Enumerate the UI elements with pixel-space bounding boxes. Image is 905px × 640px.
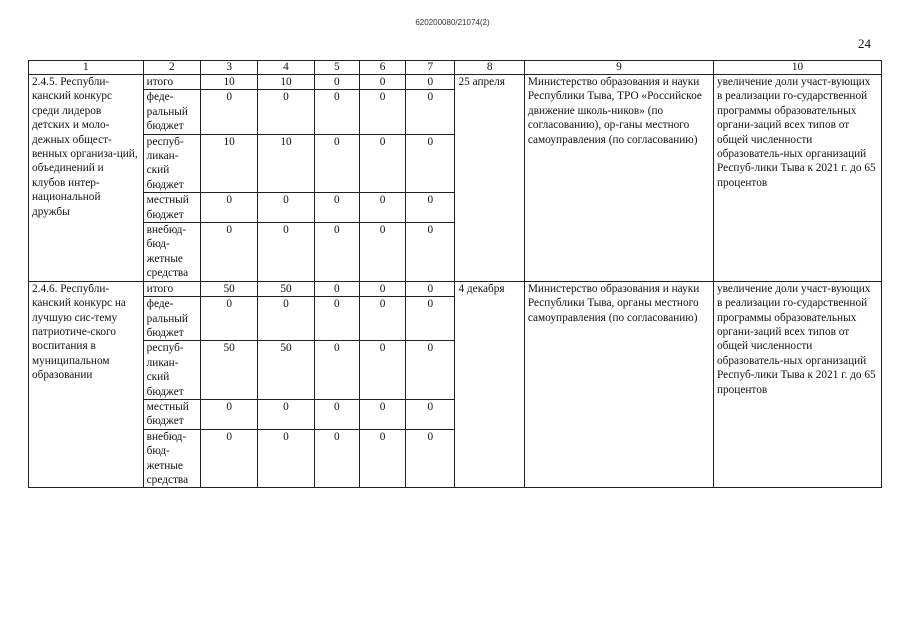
table-row — [29, 75, 882, 90]
event-name-cell: 2.4.6. Республи-канский конкурс на лучшую сис-тему патриотиче-ского воспитания в муниципальном образовании — [29, 281, 144, 488]
amount-cell: 10 — [258, 75, 314, 90]
amount-cell: 0 — [314, 134, 359, 193]
funding-source-cell: итого — [143, 75, 200, 90]
amount-cell: 0 — [406, 75, 455, 90]
amount-cell: 0 — [406, 223, 455, 282]
deadline-cell: 4 декабря — [455, 281, 524, 488]
funding-source-cell: местный бюджет — [143, 193, 200, 223]
amount-cell: 0 — [406, 281, 455, 296]
deadline-cell: 25 апреля — [455, 75, 524, 282]
amount-cell: 0 — [201, 399, 258, 429]
amount-cell: 0 — [406, 90, 455, 134]
amount-cell: 0 — [406, 399, 455, 429]
page-number: 24 — [858, 36, 871, 51]
amount-cell: 0 — [314, 281, 359, 296]
amount-cell: 0 — [314, 399, 359, 429]
header-row — [29, 61, 882, 75]
amount-cell: 0 — [359, 297, 405, 341]
header-cell: 1 — [29, 61, 144, 75]
amount-cell: 0 — [258, 429, 314, 488]
amount-cell: 0 — [258, 297, 314, 341]
header-cell: 4 — [258, 61, 314, 75]
amount-cell: 0 — [359, 429, 405, 488]
amount-cell: 0 — [314, 223, 359, 282]
result-cell: увеличение доли участ-вующих в реализации го-сударственной программы образовательных органи-заций всех типов от общей численности образователь-ных организаций Респуб-лики Тыва к 2021 г. до 65 процентов — [713, 75, 881, 282]
amount-cell: 0 — [314, 297, 359, 341]
result-cell: увеличение доли участ-вующих в реализации го-сударственной программы образовательных органи-заций всех типов от общей численности образователь-ных организаций Респуб-лики Тыва к 2021 г. до 65 процентов — [713, 281, 881, 488]
amount-cell: 0 — [406, 429, 455, 488]
funding-source-cell: местный бюджет — [143, 399, 200, 429]
amount-cell: 0 — [201, 193, 258, 223]
funding-source-cell: феде-ральный бюджет — [143, 297, 200, 341]
amount-cell: 50 — [258, 341, 314, 400]
funding-source-cell: внебюд-бюд-жетные средства — [143, 223, 200, 282]
amount-cell: 0 — [201, 297, 258, 341]
program-table — [28, 60, 882, 488]
funding-source-cell: итого — [143, 281, 200, 296]
amount-cell: 0 — [406, 193, 455, 223]
funding-source-cell: внебюд-бюд-жетные средства — [143, 429, 200, 488]
funding-source-cell: респуб-ликан-ский бюджет — [143, 134, 200, 193]
header-cell: 2 — [143, 61, 200, 75]
amount-cell: 0 — [314, 75, 359, 90]
funding-source-cell: феде-ральный бюджет — [143, 90, 200, 134]
amount-cell: 0 — [359, 281, 405, 296]
amount-cell: 0 — [201, 90, 258, 134]
amount-cell: 0 — [359, 75, 405, 90]
amount-cell: 0 — [406, 297, 455, 341]
table-row — [29, 281, 882, 296]
responsible-cell: Министерство образования и науки Республики Тыва, ТРО «Российское движение школь-ников» (по согласованию), ор-ганы местного самоуправления (по согласованию) — [524, 75, 713, 282]
amount-cell: 50 — [201, 281, 258, 296]
amount-cell: 0 — [359, 134, 405, 193]
header-cell: 9 — [524, 61, 713, 75]
header-cell: 3 — [201, 61, 258, 75]
event-name-cell: 2.4.5. Республи-канский конкурс среди лидеров детских и моло-дежных общест-венных организа-ций, объединений и клубов интер-национальной дружбы — [29, 75, 144, 282]
amount-cell: 0 — [406, 341, 455, 400]
responsible-cell: Министерство образования и науки Республики Тыва, органы местного самоуправления (по согласованию) — [524, 281, 713, 488]
amount-cell: 0 — [258, 193, 314, 223]
amount-cell: 10 — [201, 134, 258, 193]
funding-source-cell: респуб-ликан-ский бюджет — [143, 341, 200, 400]
amount-cell: 0 — [359, 341, 405, 400]
amount-cell: 0 — [314, 341, 359, 400]
header-cell: 10 — [713, 61, 881, 75]
amount-cell: 0 — [258, 399, 314, 429]
amount-cell: 0 — [258, 90, 314, 134]
amount-cell: 0 — [314, 429, 359, 488]
amount-cell: 0 — [258, 223, 314, 282]
amount-cell: 0 — [201, 223, 258, 282]
amount-cell: 10 — [258, 134, 314, 193]
amount-cell: 50 — [258, 281, 314, 296]
amount-cell: 0 — [359, 90, 405, 134]
header-cell: 5 — [314, 61, 359, 75]
amount-cell: 10 — [201, 75, 258, 90]
amount-cell: 0 — [314, 193, 359, 223]
header-cell: 8 — [455, 61, 524, 75]
amount-cell: 50 — [201, 341, 258, 400]
amount-cell: 0 — [359, 399, 405, 429]
document-id: 620200080/21074(2) — [415, 18, 490, 27]
amount-cell: 0 — [359, 223, 405, 282]
amount-cell: 0 — [314, 90, 359, 134]
amount-cell: 0 — [359, 193, 405, 223]
header-cell: 6 — [359, 61, 405, 75]
amount-cell: 0 — [201, 429, 258, 488]
amount-cell: 0 — [406, 134, 455, 193]
header-cell: 7 — [406, 61, 455, 75]
